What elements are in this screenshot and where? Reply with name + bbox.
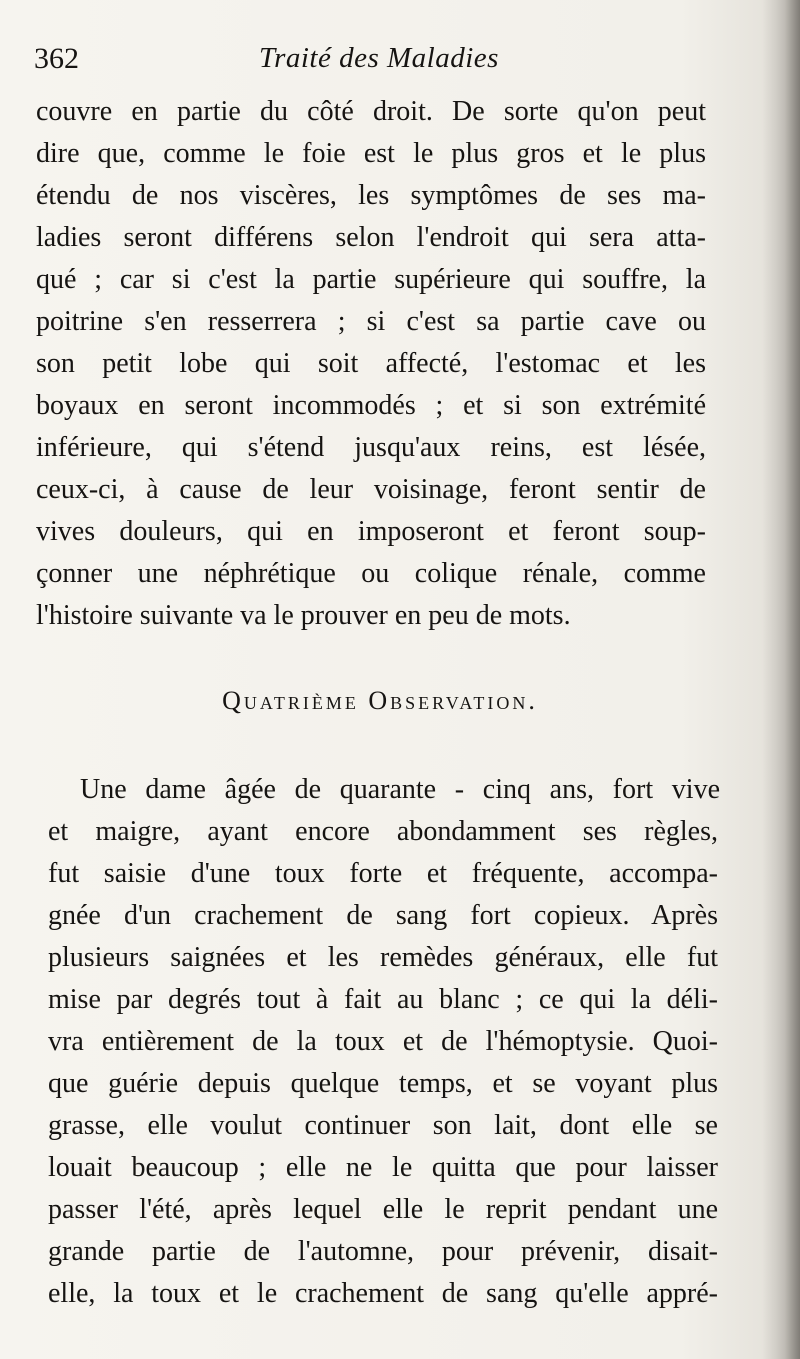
text-line: ceux-ci, à cause de leur voisinage, feront sentir de xyxy=(36,474,706,505)
text-line: étendu de nos viscères, les symptômes de ses ma- xyxy=(36,180,706,211)
text-line: vra entièrement de la toux et de l'hémoptysie. Quoi- xyxy=(48,1026,718,1057)
text-line: que guérie depuis quelque temps, et se voyant plus xyxy=(48,1068,718,1099)
text-line: plusieurs saignées et les remèdes généraux, elle fut xyxy=(48,942,718,973)
text-line: grasse, elle voulut continuer son lait, dont elle se xyxy=(48,1110,718,1141)
text-line: passer l'été, après lequel elle le reprit pendant une xyxy=(48,1194,718,1225)
page-number: 362 xyxy=(34,42,79,75)
text-line: fut saisie d'une toux forte et fréquente, accompa- xyxy=(48,858,718,889)
text-line: Une dame âgée de quarante - cinq ans, fort vive xyxy=(80,774,720,805)
text-line: l'histoire suivante va le prouver en peu de mots. xyxy=(36,600,571,631)
text-line: boyaux en seront incommodés ; et si son extrémité xyxy=(36,390,706,421)
running-title: Traité des Maladies xyxy=(259,42,499,74)
text-line: ladies seront différens selon l'endroit qui sera atta- xyxy=(36,222,706,253)
text-line: dire que, comme le foie est le plus gros et le plus xyxy=(36,138,706,169)
page-gutter-shadow xyxy=(762,0,800,1359)
text-line: couvre en partie du côté droit. De sorte qu'on peut xyxy=(36,96,706,127)
text-line: çonner une néphrétique ou colique rénale, comme xyxy=(36,558,706,589)
text-line: gnée d'un crachement de sang fort copieux. Après xyxy=(48,900,718,931)
page-header xyxy=(34,40,724,80)
text-line: son petit lobe qui soit affecté, l'estomac et les xyxy=(36,348,706,379)
section-heading: Quatrième Observation. xyxy=(222,686,538,715)
text-line: et maigre, ayant encore abondamment ses règles, xyxy=(48,816,718,847)
text-line: grande partie de l'automne, pour prévenir, disait- xyxy=(48,1236,718,1267)
text-line: vives douleurs, qui en imposeront et feront soup- xyxy=(36,516,706,547)
text-line: poitrine s'en resserrera ; si c'est sa partie cave ou xyxy=(36,306,706,337)
text-line: louait beaucoup ; elle ne le quitta que pour laisser xyxy=(48,1152,718,1183)
text-line: elle, la toux et le crachement de sang qu'elle appré- xyxy=(48,1278,718,1309)
text-line: mise par degrés tout à fait au blanc ; ce qui la déli- xyxy=(48,984,718,1015)
text-line: inférieure, qui s'étend jusqu'aux reins, est lésée, xyxy=(36,432,706,463)
text-line: qué ; car si c'est la partie supérieure qui souffre, la xyxy=(36,264,706,295)
